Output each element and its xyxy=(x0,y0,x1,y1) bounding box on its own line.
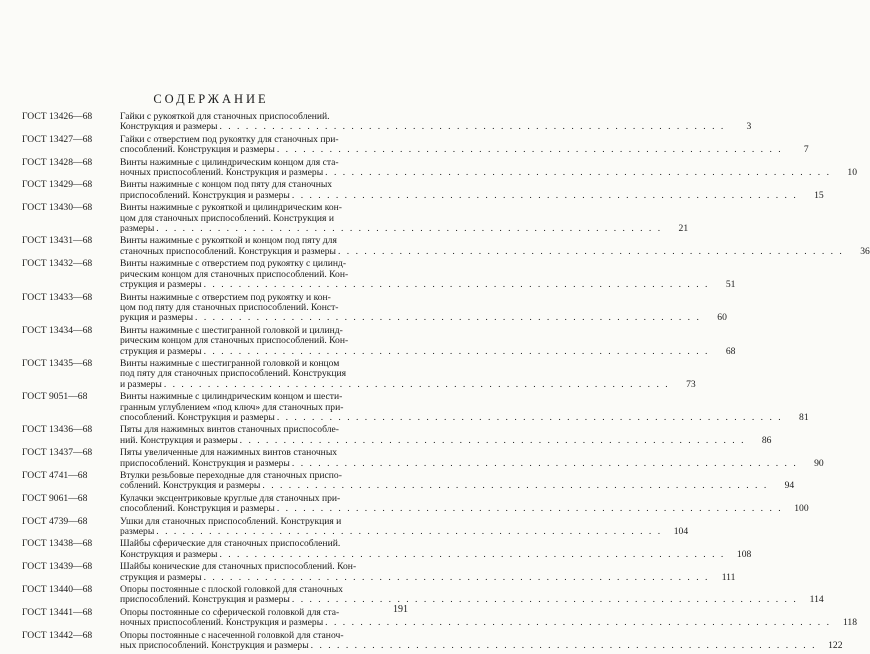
entry-title-line xyxy=(120,459,824,469)
entry-title-text: рическим концом для станочных приспособлений. Кон- xyxy=(120,335,349,347)
entry-title-text: способлений. Конструкция и размеры xyxy=(120,411,275,423)
toc-entry xyxy=(22,258,736,291)
entry-page-number: 68 xyxy=(725,345,736,357)
entry-title-line xyxy=(120,122,751,132)
toc-entry xyxy=(22,447,824,469)
entry-title-text: Конструкция и размеры xyxy=(120,121,218,133)
dot-leader xyxy=(325,168,831,178)
gost-code: ГОСТ 9051—68 xyxy=(22,391,88,403)
entry-title-text: Винты нажимные с отверстием под рукоятку и кон- xyxy=(120,291,331,303)
dot-leader xyxy=(262,481,768,491)
entry-page-number: 118 xyxy=(842,617,857,629)
entry-title xyxy=(120,608,857,629)
entry-page-number: 81 xyxy=(799,411,809,423)
toc-entry xyxy=(22,156,857,179)
gost-code: ГОСТ 13434—68 xyxy=(22,324,93,336)
entry-title-text: Пяты увеличенные для нажимных винтов станочных xyxy=(120,447,338,459)
dot-leader xyxy=(292,191,798,201)
entry-title-text: ночных приспособлений. Конструкция и размеры xyxy=(120,167,324,179)
gost-code: ГОСТ 13426—68 xyxy=(22,111,93,122)
entry-title-text: и размеры xyxy=(120,378,162,390)
toc-entry xyxy=(22,111,752,133)
entry-page-number: 90 xyxy=(814,457,824,469)
toc-entry xyxy=(22,492,809,515)
entry-title-line xyxy=(120,573,735,583)
entry-page-number: 15 xyxy=(814,189,824,201)
gost-code: ГОСТ 13436—68 xyxy=(22,424,93,436)
entry-title-line xyxy=(120,413,809,423)
gost-code: ГОСТ 13437—68 xyxy=(22,447,93,459)
gost-code: ГОСТ 13427—68 xyxy=(22,133,93,145)
entry-title xyxy=(120,135,809,156)
entry-title-line xyxy=(120,481,794,491)
entry-title xyxy=(120,425,771,446)
entry-title-text: Шайбы конические для станочных приспособлений. Кон- xyxy=(120,561,357,573)
entry-page-number: 36 xyxy=(860,245,870,257)
entry-title-text: Гайки с отверстием под рукоятку для станочных при- xyxy=(120,133,339,145)
entry-title-text: Шайбы сферические для станочных приспособлений. xyxy=(120,538,341,550)
entry-title-line xyxy=(120,336,735,346)
gost-code: ГОСТ 9061—68 xyxy=(22,492,88,504)
entry-title-line xyxy=(120,392,809,402)
gost-code: ГОСТ 13441—68 xyxy=(22,606,93,618)
entry-page-number: 73 xyxy=(686,378,696,390)
entry-title xyxy=(120,293,727,324)
toc-entry xyxy=(22,391,809,423)
entry-title-line xyxy=(120,313,727,323)
entry-title-line xyxy=(120,436,771,446)
entry-page-number: 94 xyxy=(784,480,795,492)
entry-page-number: 10 xyxy=(847,167,857,179)
entry-title-text: Опоры постоянные с насеченной головкой для станоч- xyxy=(120,629,344,641)
entry-title-line xyxy=(120,527,688,537)
dot-leader xyxy=(219,122,725,132)
entry-title xyxy=(120,562,735,583)
dot-leader xyxy=(292,595,798,605)
gost-code: ГОСТ 13438—68 xyxy=(22,538,93,550)
toc-entry xyxy=(22,179,824,201)
dot-leader xyxy=(325,618,831,628)
gost-code: ГОСТ 13435—68 xyxy=(22,357,93,369)
entry-title-text: струкция и размеры xyxy=(120,345,202,357)
toc-entry xyxy=(22,606,857,629)
dot-leader xyxy=(204,280,710,290)
gost-code: ГОСТ 13430—68 xyxy=(22,202,93,214)
entry-title-line xyxy=(120,595,824,605)
entry-title-text: способлений. Конструкция и размеры xyxy=(120,144,275,156)
dot-leader xyxy=(204,573,710,583)
entry-title xyxy=(120,448,824,469)
entry-title-text: Винты нажимные с цилиндрическим концом для ста- xyxy=(120,156,339,168)
toc-entry xyxy=(22,629,843,652)
entry-title-text: рическим концом для станочных приспособлений. Кон- xyxy=(120,268,349,280)
dot-leader xyxy=(277,145,783,155)
entry-title-text: Винты нажимные с рукояткой и цилиндрическим кон- xyxy=(120,202,342,214)
entry-title-text: размеры xyxy=(120,223,155,235)
entry-title xyxy=(120,259,735,290)
entry-title-line xyxy=(120,247,870,257)
toc-entry xyxy=(22,584,824,606)
dot-leader xyxy=(277,413,783,423)
entry-title xyxy=(120,517,688,538)
toc-entry xyxy=(22,235,870,257)
entry-title-line xyxy=(120,191,824,201)
entry-title-text: ных приспособлений. Конструкция и размеры xyxy=(120,640,309,652)
entry-page-number: 86 xyxy=(761,434,772,446)
entry-title xyxy=(120,392,809,423)
dot-leader xyxy=(277,504,783,514)
entry-page-number: 122 xyxy=(828,640,843,652)
gost-code: ГОСТ 13432—68 xyxy=(22,258,93,270)
entry-title-line xyxy=(120,550,751,560)
entry-title-text: рукция и размеры xyxy=(120,312,194,324)
entry-title-line xyxy=(120,641,842,651)
toc-entry xyxy=(22,324,736,357)
entry-title xyxy=(120,236,870,257)
entry-title-text: Винты нажимные с цилиндрическим концом и шести- xyxy=(120,391,343,403)
entry-title-text: Винты нажимные с концом под пяту для станочных xyxy=(120,179,333,191)
entry-title-text: Кулачки эксцентриковые круглые для станочных при- xyxy=(120,492,341,504)
entry-title-text: Гайки с рукояткой для станочных приспособлений. xyxy=(120,111,330,122)
entry-title-text: Опоры постоянные со сферической головкой для ста- xyxy=(120,606,340,618)
entry-title-line xyxy=(120,280,735,290)
entry-page-number: 3 xyxy=(746,121,752,133)
entry-title-line xyxy=(120,224,688,234)
entry-title-text: струкция и размеры xyxy=(120,571,202,583)
toc-entry xyxy=(22,470,795,492)
entry-title xyxy=(120,112,751,133)
dot-leader xyxy=(219,550,725,560)
entry-page-number: 100 xyxy=(794,503,809,515)
entry-title-text: Винты нажимные с шестигранной головкой и цилинд- xyxy=(120,324,343,336)
page-title: СОДЕРЖАНИЕ xyxy=(153,92,269,106)
toc-entry xyxy=(22,202,689,235)
entry-title-text: станочных приспособлений. Конструкция и размеры xyxy=(120,245,336,257)
entry-title xyxy=(120,359,696,390)
toc-entry xyxy=(22,357,696,390)
dot-leader xyxy=(311,641,817,651)
entry-title-text: ночных приспособлений. Конструкция и размеры xyxy=(120,617,324,629)
entry-title xyxy=(120,471,794,492)
dot-leader xyxy=(156,224,662,234)
toc-entry xyxy=(22,538,752,560)
gost-code: ГОСТ 13428—68 xyxy=(22,156,93,168)
entry-title-line xyxy=(120,380,696,390)
entry-title xyxy=(120,585,824,606)
dot-leader xyxy=(338,247,844,257)
dot-leader xyxy=(204,347,710,357)
entry-title xyxy=(120,180,824,201)
entry-title xyxy=(120,158,857,179)
entry-title-text: Пяты для нажимных винтов станочных приспособле- xyxy=(120,424,339,436)
entry-title xyxy=(120,631,842,652)
gost-code: ГОСТ 13431—68 xyxy=(22,235,93,247)
entry-page-number: 111 xyxy=(721,571,736,583)
gost-code: ГОСТ 13433—68 xyxy=(22,291,93,303)
toc-entry xyxy=(22,561,736,583)
entry-page-number: 60 xyxy=(717,312,727,324)
entry-title-line xyxy=(120,618,857,628)
entry-title-line xyxy=(120,168,857,178)
gost-code: ГОСТ 13440—68 xyxy=(22,584,93,596)
dot-leader xyxy=(164,380,670,390)
entry-page-number: 104 xyxy=(673,526,689,538)
entry-title-text: Втулки резьбовые переходные для станочных приспо- xyxy=(120,470,342,481)
entry-title-text: Винты нажимные с отверстием под рукоятку с цилинд- xyxy=(120,258,347,270)
entry-title-text: под пяту для станочных приспособлений. Конструкция xyxy=(120,368,346,380)
entry-title-text: способлений. Конструкция и размеры xyxy=(120,503,275,515)
entry-title-text: цом для станочных приспособлений. Конструкция и xyxy=(120,212,335,224)
entry-title xyxy=(120,203,688,234)
entry-page-number: 108 xyxy=(736,548,752,560)
entry-title-text: Винты нажимные с шестигранной головкой и концом xyxy=(120,357,340,369)
entry-page-number: 51 xyxy=(725,279,736,291)
entry-title-line xyxy=(120,145,809,155)
entry-title xyxy=(120,326,735,357)
toc-entry xyxy=(22,133,809,156)
entry-title xyxy=(120,494,809,515)
entry-title-text: струкция и размеры xyxy=(120,279,202,291)
entry-page-number: 114 xyxy=(809,594,824,606)
entry-title-text: гранным углублением «под ключ» для станочных при- xyxy=(120,401,344,413)
entry-page-number: 7 xyxy=(803,144,809,156)
entry-title-text: соблений. Конструкция и размеры xyxy=(120,480,261,492)
gost-code: ГОСТ 13429—68 xyxy=(22,179,93,191)
entry-title-text: ний. Конструкция и размеры xyxy=(120,434,238,446)
gost-code: ГОСТ 13439—68 xyxy=(22,561,93,573)
entry-title-text: Ушки для станочных приспособлений. Конструкция и xyxy=(120,515,342,527)
dot-leader xyxy=(240,436,746,446)
entry-title-text: приспособлений. Конструкция и размеры xyxy=(120,457,290,469)
entry-title-text: размеры xyxy=(120,526,155,538)
entry-title-text: приспособлений. Конструкция и размеры xyxy=(120,189,290,201)
toc-entry xyxy=(22,291,727,324)
entry-title-text: приспособлений. Конструкция и размеры xyxy=(120,594,290,606)
gost-code: ГОСТ 13442—68 xyxy=(22,629,93,641)
entry-title-line xyxy=(120,504,809,514)
toc-entry xyxy=(22,424,772,446)
entry-title-text: Винты нажимные с рукояткой и концом под пяту для xyxy=(120,235,337,247)
entry-title-text: Опоры постоянные с плоской головкой для станочных xyxy=(120,584,343,596)
entry-title-text: цом под пяту для станочных приспособлений. Конст- xyxy=(120,301,339,313)
dot-leader xyxy=(195,313,701,323)
page-number: 191 xyxy=(393,604,408,615)
table-of-contents xyxy=(22,111,870,654)
entry-page-number: 21 xyxy=(678,223,689,235)
entry-title xyxy=(120,539,751,560)
toc-entry xyxy=(22,515,689,538)
dot-leader xyxy=(292,459,798,469)
entry-title-line xyxy=(120,347,735,357)
gost-code: ГОСТ 4739—68 xyxy=(22,515,88,527)
dot-leader xyxy=(156,527,662,537)
entry-title-text: Конструкция и размеры xyxy=(120,548,218,560)
gost-code: ГОСТ 4741—68 xyxy=(22,470,88,481)
